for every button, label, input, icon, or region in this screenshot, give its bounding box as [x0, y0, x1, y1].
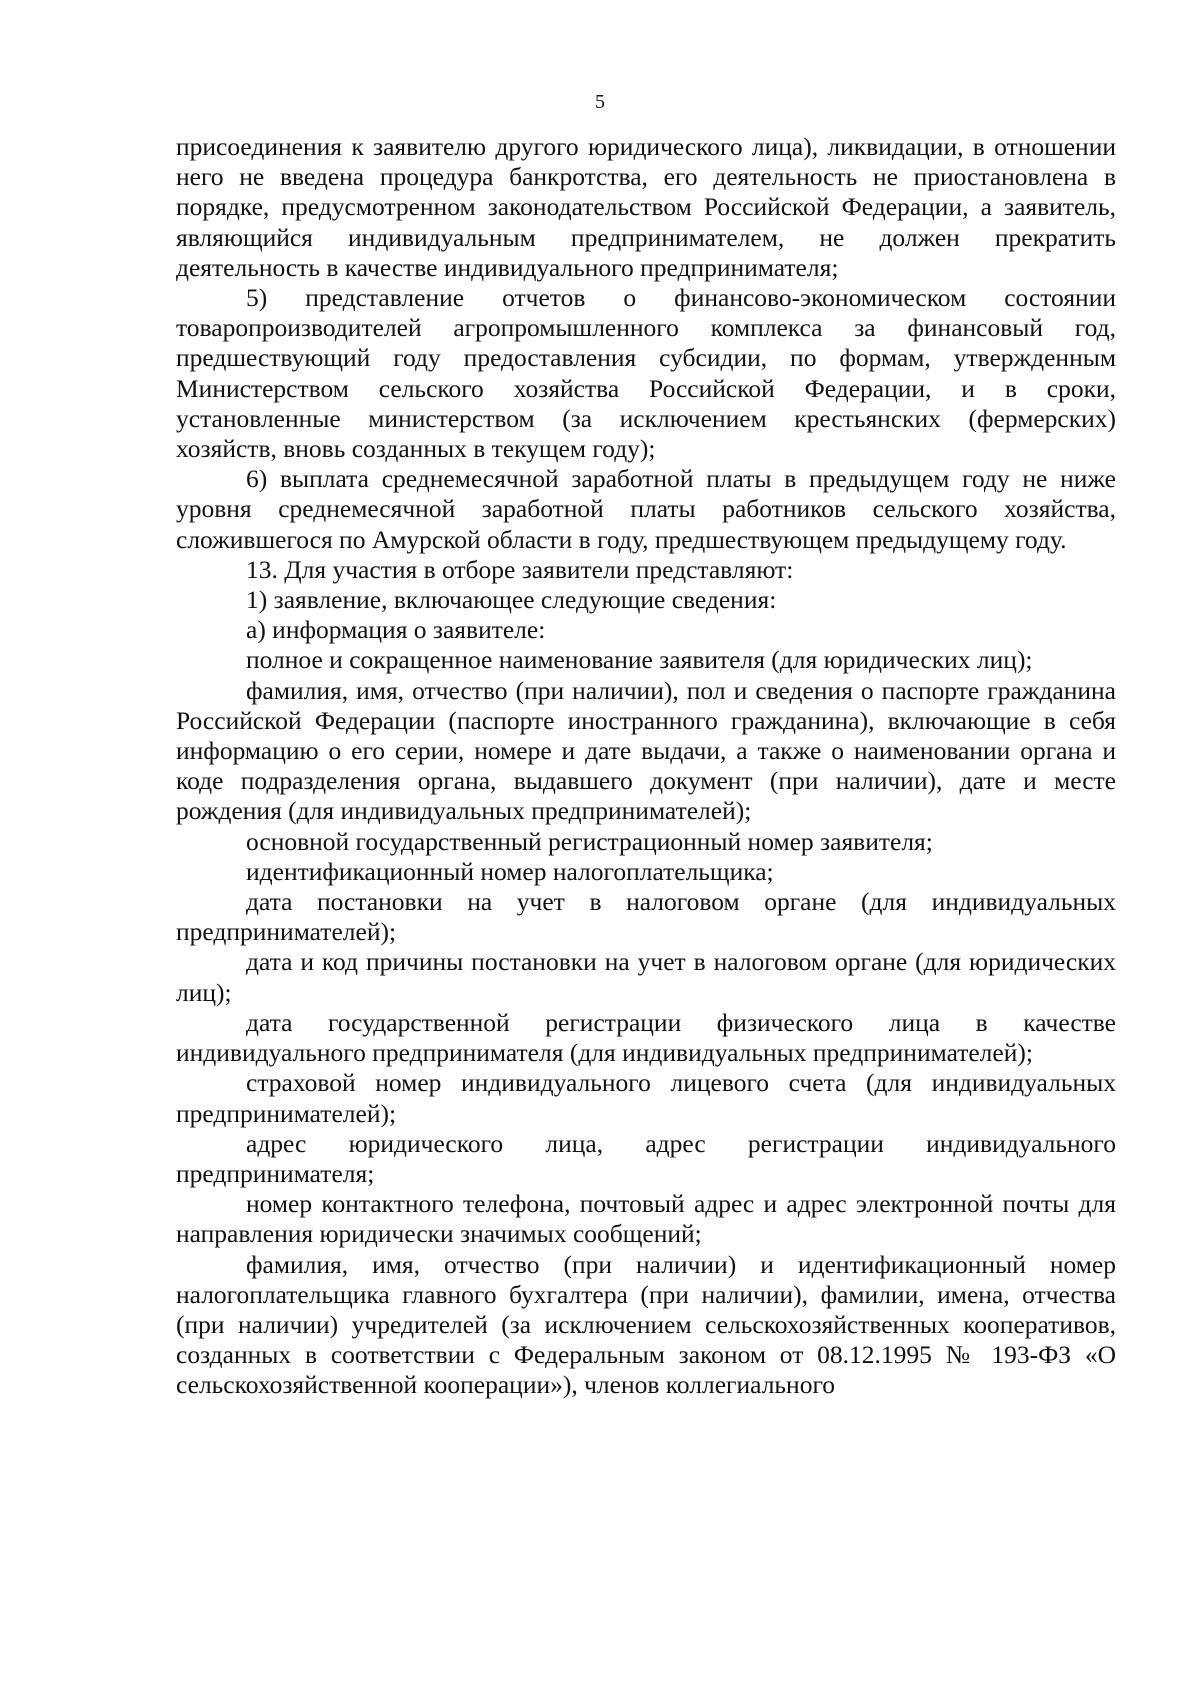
paragraph-item-1-application: 1) заявление, включающее следующие сведения:: [246, 585, 777, 615]
paragraph-passport: фамилия, имя, отчество (при наличии), пол и сведения о паспорте гражданина Российской Федерации (паспорте иностранного гражданина), включающие в себя информацию о его серии, номере и дате выдачи, а также о наименовании органа и коде подразделения органа, выдавшего документ (при наличии), дате и месте рождения (для индивидуальных предпринимателей);: [176, 675, 1116, 826]
paragraph-item-a-applicant-info: а) информация о заявителе:: [246, 615, 546, 645]
paragraph-continuation: присоединения к заявителю другого юридического лица), ликвидации, в отношении него не введена процедура банкротства, его деятельность не приостановлена в порядке, предусмотренном законодательством Российской Федерации, а заявитель, являющийся индивидуальным предпринимателем, не должен прекратить деятельность в качестве индивидуального предпринимателя;: [176, 132, 1116, 282]
paragraph-accountant-founders: фамилия, имя, отчество (при наличии) и идентификационный номер налогоплательщика главного бухгалтера (при наличии), фамилии, имена, отчества (при наличии) учредителей (за исключением сельскохозяйственных кооперативов, созданных в соответствии с Федеральным законом от 08.12.1995 № 193-ФЗ «О сельскохозяйственной кооперации»), членов коллегиального: [176, 1249, 1116, 1400]
paragraph-contacts: номер контактного телефона, почтовый адрес и адрес электронной почты для направления юридически значимых сообщений;: [176, 1189, 1116, 1249]
paragraph-state-registration: дата государственной регистрации физического лица в качестве индивидуального предпринимателя (для индивидуальных предпринимателей);: [176, 1007, 1116, 1068]
paragraph-tax-registration-date: дата постановки на учет в налоговом органе (для индивидуальных предпринимателей);: [176, 887, 1116, 947]
paragraph-address: адрес юридического лица, адрес регистрации индивидуального предпринимателя;: [176, 1128, 1116, 1188]
paragraph-item-6-salary: 6) выплата среднемесячной заработной платы в предыдущем году не ниже уровня среднемесячной заработной платы работников сельского хозяйства, сложившегося по Амурской области в году, предшествующем предыдущему году.: [176, 464, 1116, 554]
paragraph-full-name: полное и сокращенное наименование заявителя (для юридических лиц);: [246, 645, 1033, 675]
paragraph-ogrn: основной государственный регистрационный номер заявителя;: [246, 826, 933, 856]
paragraph-item-5-reports: 5) представление отчетов о финансово-экономическом состоянии товаропроизводителей агропромышленного комплекса за финансовый год, предшествующий году предоставления субсидии, по формам, утвержденным Министерством сельского хозяйства Российской Федерации, и в сроки, установленные министерством (за исключением крестьянских (фермерских) хозяйств, вновь созданных в текущем году);: [176, 283, 1116, 464]
paragraph-section-13: 13. Для участия в отборе заявители представляют:: [246, 554, 794, 584]
paragraph-inn: идентификационный номер налогоплательщика;: [246, 856, 774, 886]
document-body: [176, 132, 1116, 1401]
page-number: 5: [595, 91, 605, 113]
paragraph-snils: страховой номер индивидуального лицевого счета (для индивидуальных предпринимателей);: [176, 1068, 1116, 1128]
paragraph-kpp: дата и код причины постановки на учет в налоговом органе (для юридических лиц);: [176, 947, 1116, 1007]
